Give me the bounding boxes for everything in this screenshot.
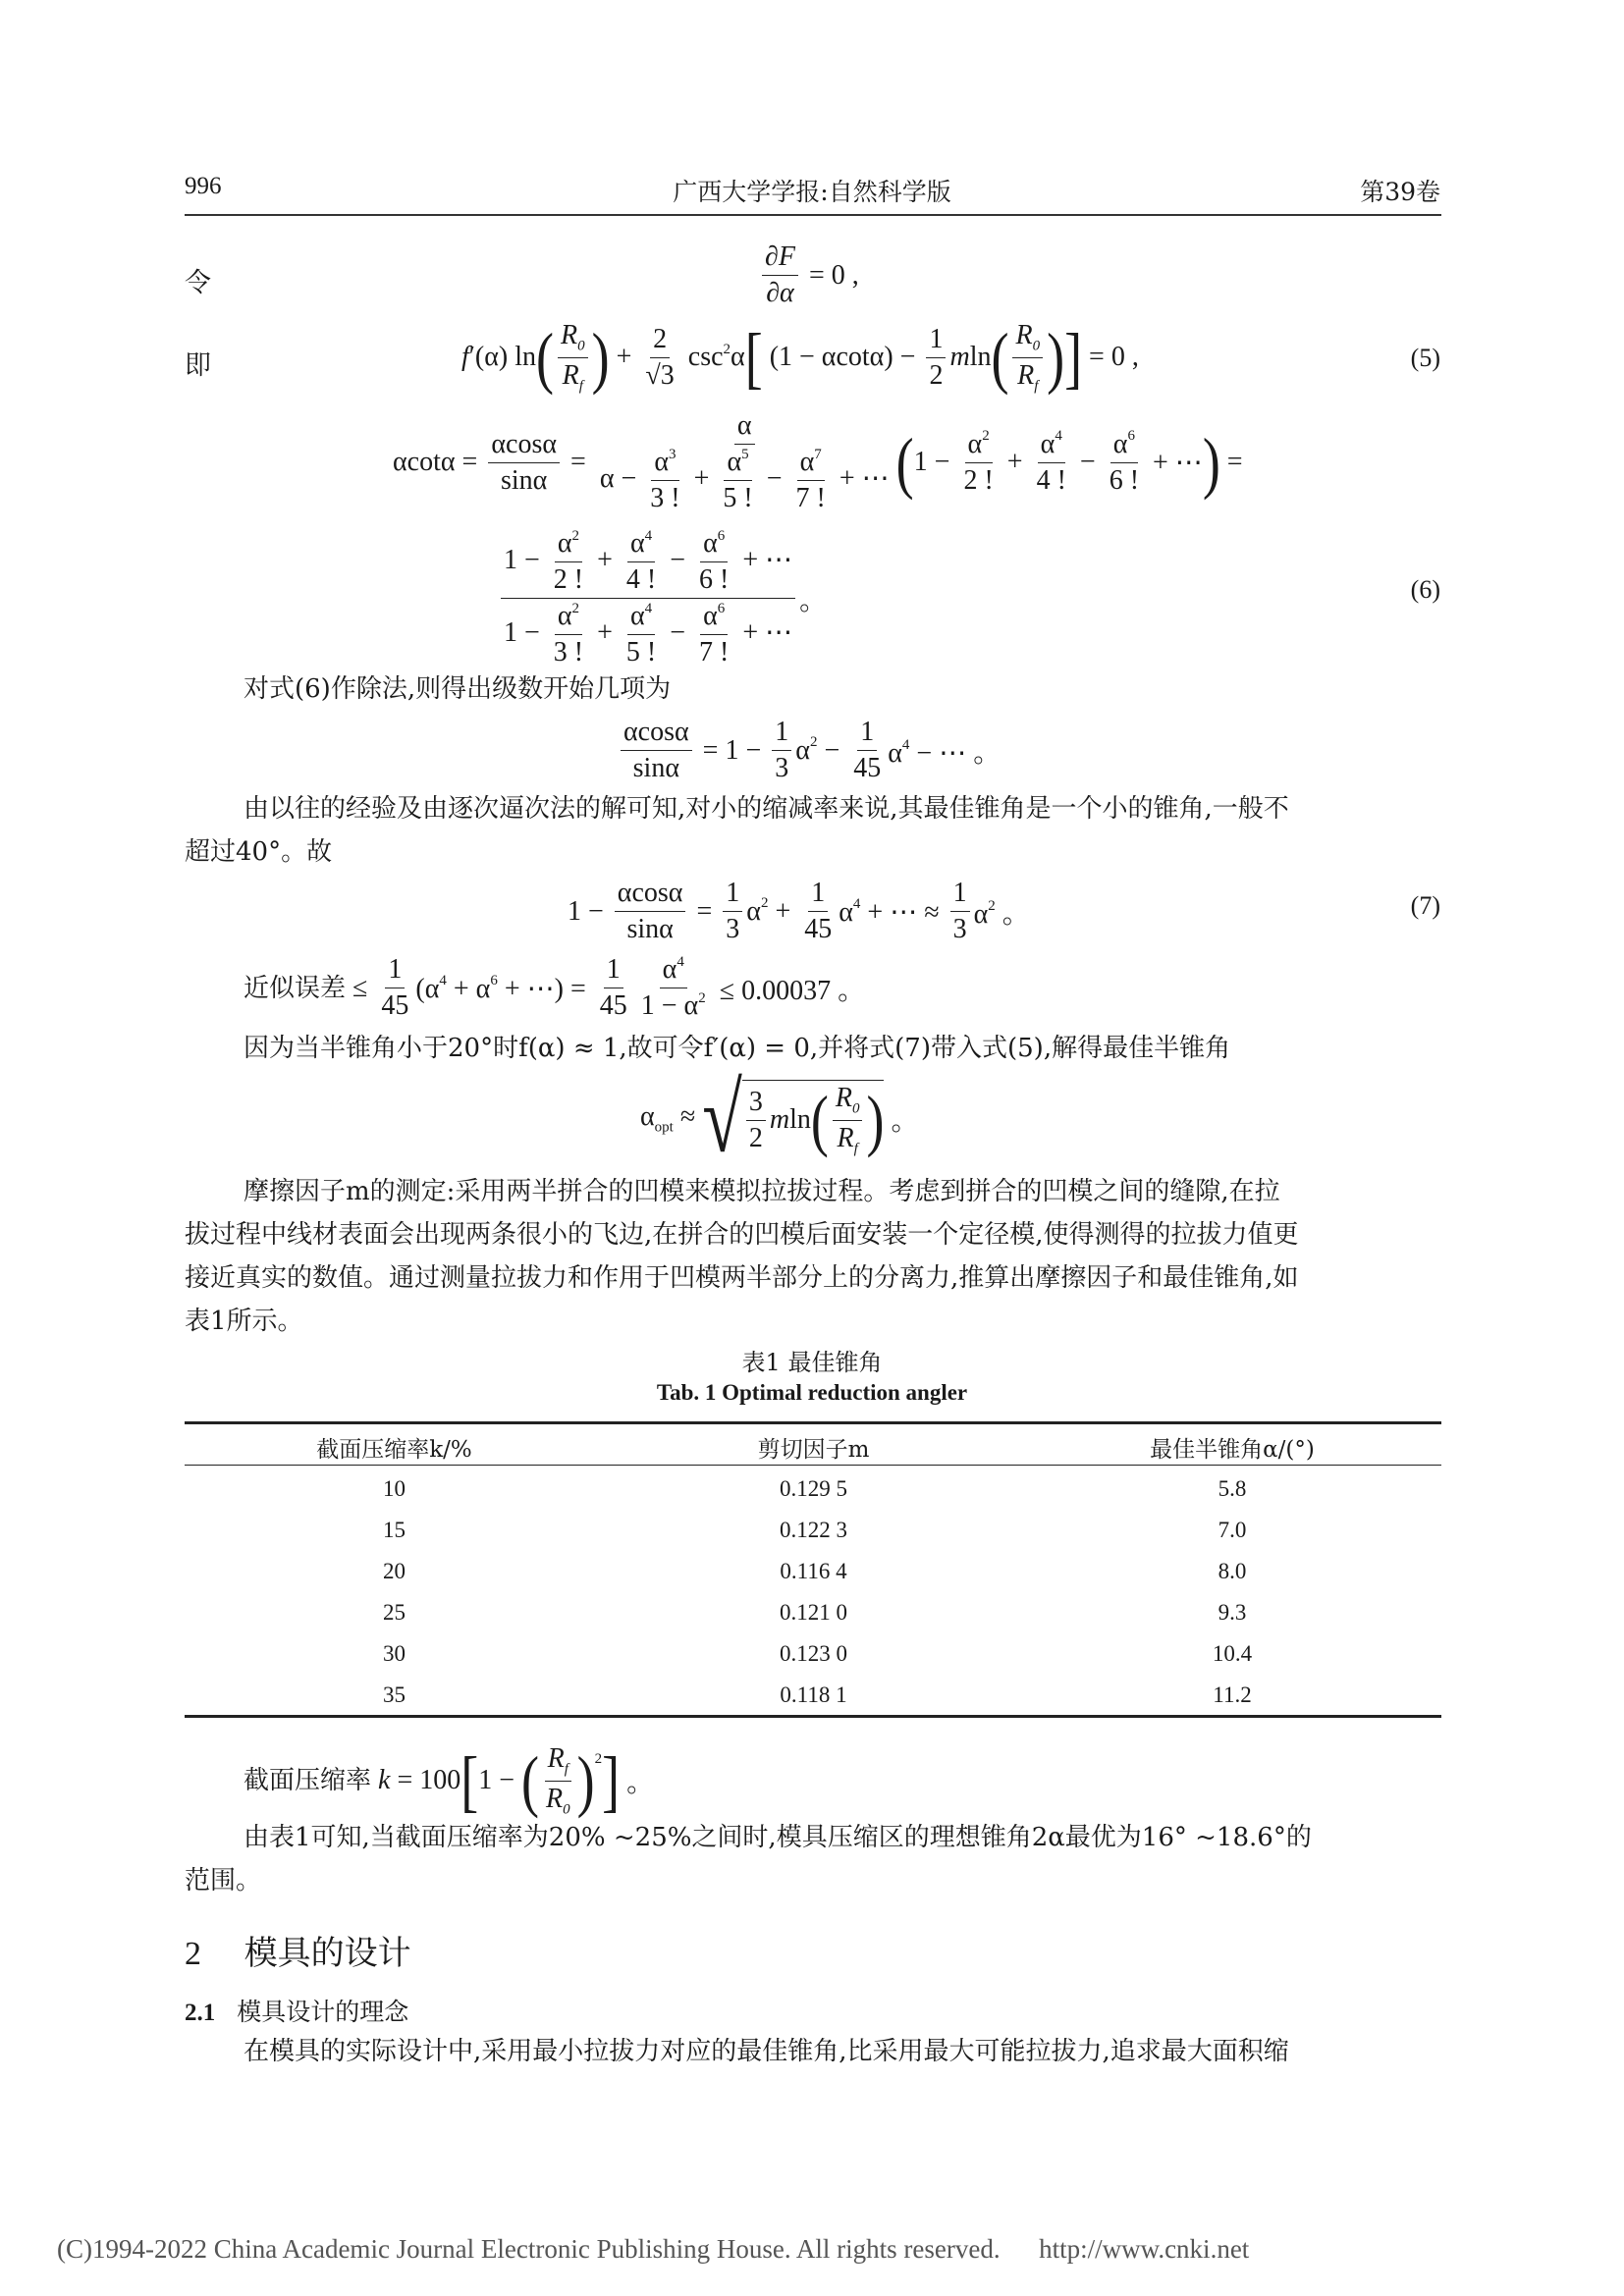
table-cell: 0.122 3 [780,1518,847,1542]
table-header-compression: 截面压缩率k/% [316,1437,472,1463]
section-number-2: 2 [185,1936,201,1972]
label-ji: 即 [185,350,211,381]
equation-7: 1 − $\frac{\alpha\cos\alpha}{\sin\alpha}$ = $\frac{1}{3}$ $\alpha^2$ + $\frac{1}{45}$ $\alpha^4$ + ⋯ ≈ $\frac{1}{3}$ $\alpha^2$ 。 [568,878,1030,944]
table-cell: 30 [383,1641,406,1666]
table-cell: 0.116 4 [780,1559,847,1583]
table-caption-cn: 表1 最佳锥角 [741,1349,883,1376]
equation-error-estimate: 近似误差 ≤ $\frac{1}{45}$ ($\alpha^4 + \alpha^6$ + ⋯) = $\frac{1}{45}$ $\frac{\alpha^4}{1 - \alpha^2}$ ≤ 0.00037 。 [244,953,866,1021]
equation-k-definition: 截面压缩率 k = 100 [ 1 − ( $\frac{R_f}{R_0}$ ) 2 ] 。 [244,1742,655,1820]
table-cell: 15 [383,1518,406,1542]
equation-number-6: (6) [1410,575,1440,604]
table-header-half-cone-angle: 最佳半锥角α/(°) [1150,1437,1315,1463]
table-bottom-rule [185,1715,1441,1718]
paragraph-table-result-line2: 范围。 [185,1866,262,1896]
table-cell: 10.4 [1212,1641,1253,1666]
equation-number-7: (7) [1410,891,1440,920]
table-cell: 0.123 0 [780,1641,847,1666]
table-cell: 35 [383,1682,406,1707]
equation-series-result: $\frac{\alpha\cos\alpha}{\sin\alpha}$ = 1 − $\frac{1}{3}$ $\alpha^2$ − $\frac{1}{45}$ $\alpha^4$ − ⋯ 。 [617,717,1001,784]
paragraph-experience-line1: 由以往的经验及由逐次逼次法的解可知,对小的缩减率来说,其最佳锥角是一个小的锥角,一般不 [244,794,1289,824]
paragraph-friction-line2: 拔过程中线材表面会出现两条很小的飞边,在拼合的凹模后面安装一个定径模,使得测得的拉拔力值更 [185,1220,1299,1250]
k-label: 截面压缩率 [244,1766,372,1795]
table-header-shear-factor: 剪切因子m [757,1437,870,1463]
equation-5: f ′(α) ln ( $\frac{R_0}{R_f}$ ) + $\frac{2}{√3}$ $\csc^2\alpha$ [ (1 − αcotα) − $\frac{1}{2}$ m ln ( $\frac{R_0}{R_f}$ ) ] = 0 , [461,319,1139,397]
paragraph-friction-line4: 表1所示。 [185,1307,303,1336]
table-cell: 11.2 [1213,1682,1252,1707]
paragraph-experience-line2: 超过40°。故 [185,837,333,867]
paragraph-friction-line3: 接近真实的数值。通过测量拉拔力和作用于凹模两半部分上的分离力,推算出摩擦因子和最佳锥角,如 [185,1263,1299,1293]
table-cell: 5.8 [1218,1476,1247,1501]
section-title-2: 模具的设计 [244,1934,411,1973]
page-number: 996 [185,173,222,199]
table-top-rule [185,1421,1441,1424]
table-cell: 8.0 [1218,1559,1247,1583]
section-heading-2 [185,1926,411,1974]
paragraph-division: 对式(6)作除法,则得出级数开始几项为 [244,674,672,704]
paragraph-design-line1: 在模具的实际设计中,采用最小拉拔力对应的最佳锥角,比采用最大可能拉拔力,追求最大面积缩 [244,2037,1289,2066]
paragraph-table-result-line1: 由表1可知,当截面压缩率为20% ~25%之间时,模具压缩区的理想锥角2α最优为16° ~18.6°的 [244,1823,1312,1852]
label-ling: 令 [185,268,211,298]
section-title-2-1: 模具设计的理念 [237,1998,409,2026]
journal-title: 广西大学学报:自然科学版 [673,178,951,206]
equation-cot-series: αcotα = $\frac{\alpha\cos\alpha}{\sin\alpha}$ = α α − $\frac{\alpha^3}{3 !}$ + $\frac{\alpha^5}{5 !}$ − $\frac{\alpha^7}{7 !}$ + ⋯ ( 1 − $\frac{\alpha^2}{2 !}$ + $\frac{\alpha^4}{4 !}$ − $\frac{\alpha^6}{6 !}$ + ⋯ ) = [393,410,1243,513]
table-cell: 10 [383,1476,406,1501]
equation-alpha-opt: $\alpha_{opt}$ ≈ √ $\frac{3}{2}$ m ln ( $\frac{R_0}{R_f}$ ) 。 [640,1064,919,1173]
footer-url[interactable]: http://www.cnki.net [1039,2234,1250,2264]
header-rule [185,214,1441,216]
footer-copyright: (C)1994-2022 China Academic Journal Electronic Publishing House. All rights reserved. [57,2234,1001,2264]
table-cell: 0.121 0 [780,1600,847,1625]
paragraph-because: 因为当半锥角小于20°时f(α) ≈ 1,故可令f′(α) = 0,并将式(7)带入式(5),解得最佳半锥角 [244,1034,1231,1063]
table-cell: 20 [383,1559,406,1583]
table-header-rule [185,1465,1441,1466]
table-caption-en: Tab. 1 Optimal reduction angler [656,1380,968,1405]
equation-number-5: (5) [1410,344,1440,372]
equation-partial-derivative: $\frac{\partial F}{\partial\alpha}$ = 0 , [758,241,859,309]
table-cell: 7.0 [1218,1518,1247,1542]
table-cell: 0.118 1 [780,1682,847,1707]
volume-label: 第39卷 [1360,178,1440,206]
section-number-2-1: 2.1 [185,2000,216,2026]
equation-6: 1 − $\frac{\alpha^2}{2 !}$ + $\frac{\alpha^4}{4 !}$ − $\frac{\alpha^6}{6 !}$ + ⋯ 1 − $\frac{\alpha^2}{3 !}$ + $\frac{\alpha^4}{5 !}$ − $\frac{\alpha^6}{7 !}$ + ⋯ 。 [497,528,827,668]
copyright-footer [57,2234,1249,2265]
paragraph-friction-line1: 摩擦因子m的测定:采用两半拼合的凹模来模拟拉拔过程。考虑到拼合的凹模之间的缝隙,在拉 [244,1177,1280,1206]
table-cell: 0.129 5 [780,1476,847,1501]
error-label: 近似误差 [244,973,347,1002]
table-cell: 9.3 [1218,1600,1247,1625]
section-heading-2-1 [185,1993,408,2028]
table-cell: 25 [383,1600,406,1625]
